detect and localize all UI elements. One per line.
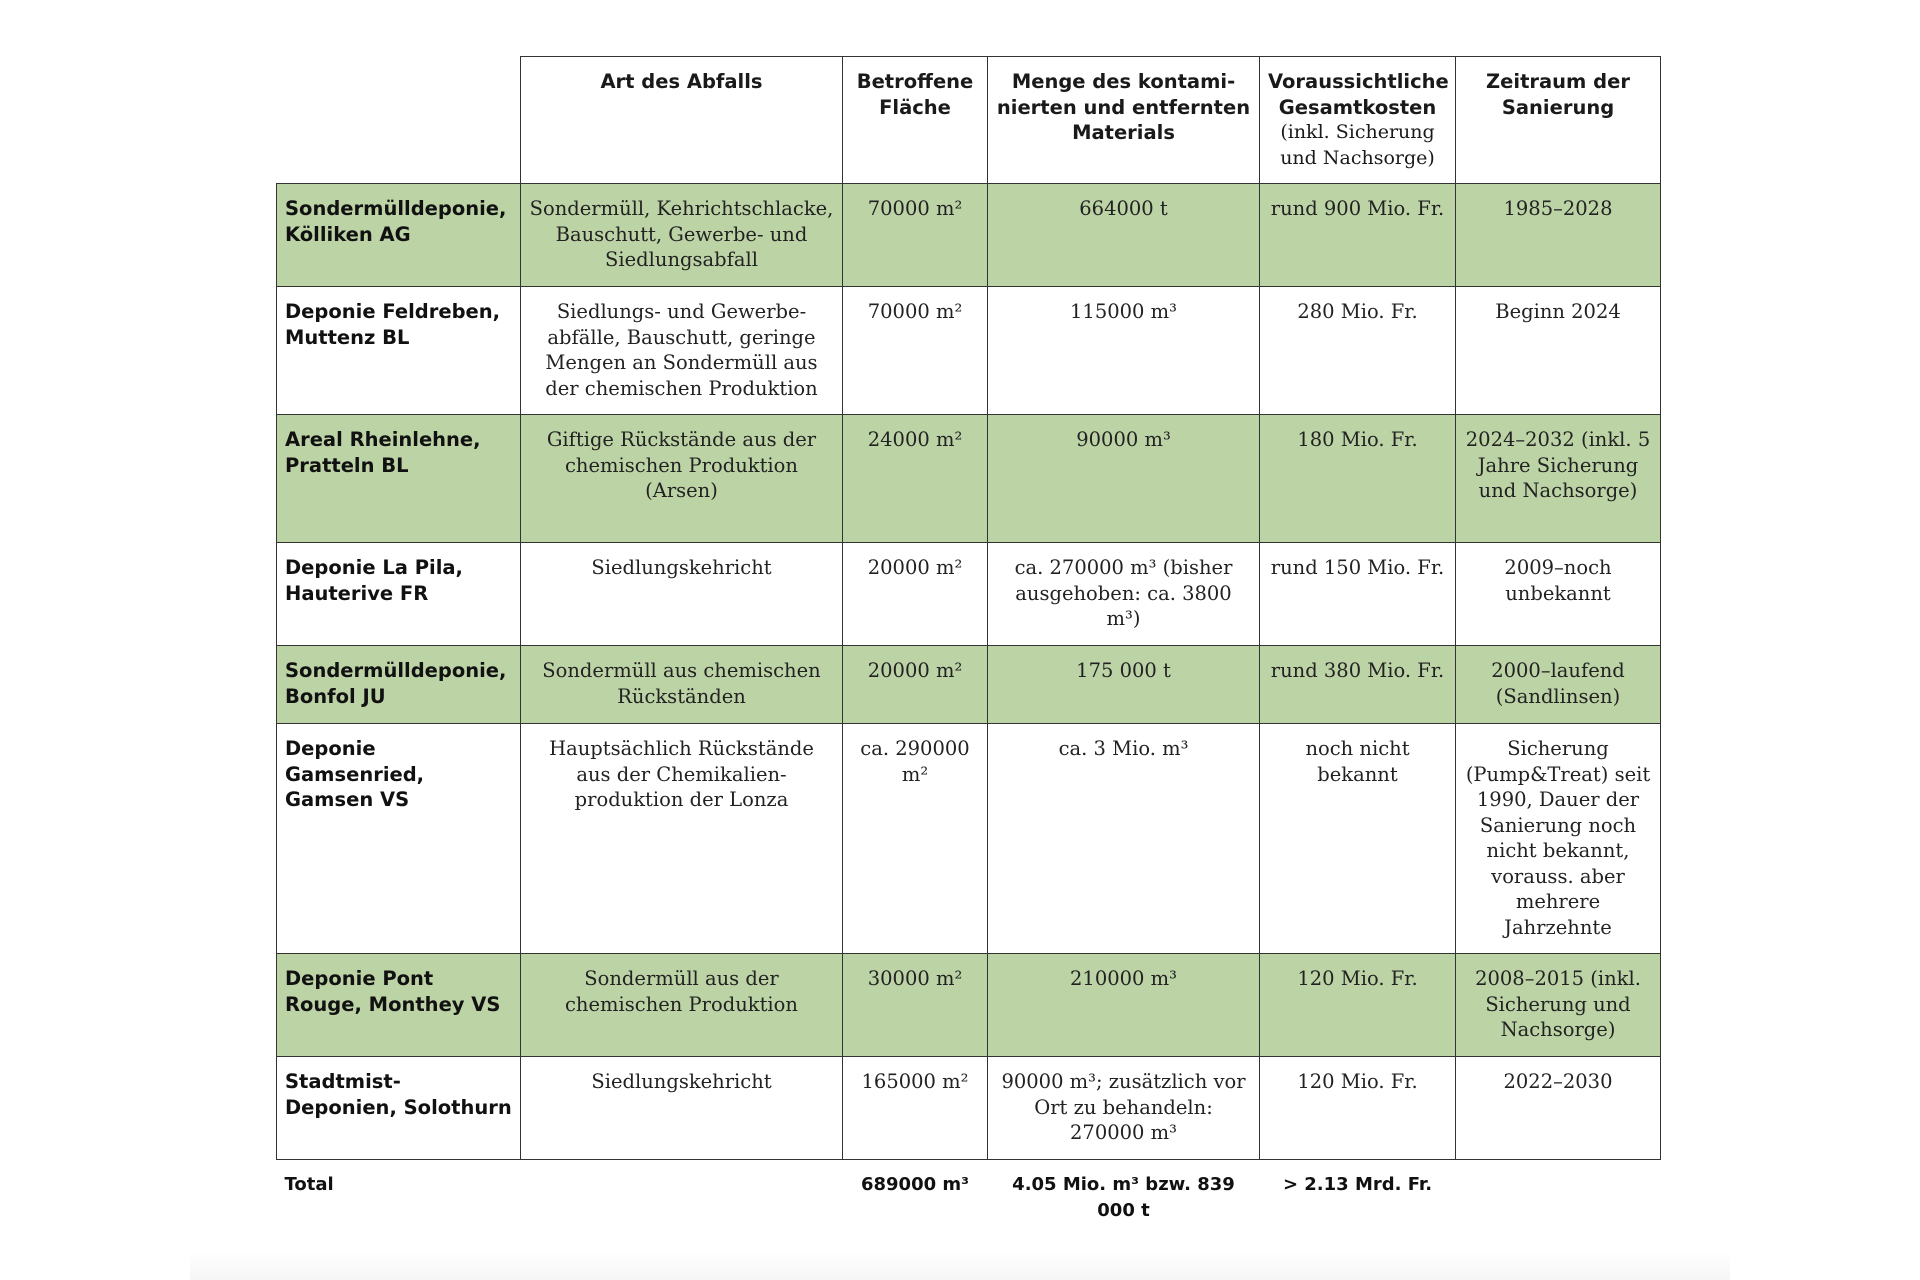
waste-type: Siedlungskehricht [521, 543, 843, 646]
total-cost: noch nicht bekannt [1260, 724, 1456, 954]
affected-area: 70000 m² [843, 184, 988, 287]
header-zeitraum: Zeitraum der Sanierung [1456, 57, 1661, 184]
total-cost: 120 Mio. Fr. [1260, 1057, 1456, 1160]
waste-type: Siedlungs- und Gewerbe-abfälle, Bauschutt, geringe Mengen an Sondermüll aus der chemischen Produktion [521, 287, 843, 415]
material-amount: 210000 m³ [988, 954, 1260, 1057]
table-row [277, 543, 1661, 646]
site-name: Areal Rheinlehne, Pratteln BL [277, 415, 521, 543]
table-row [277, 646, 1661, 724]
time-period: 2024–2032 (inkl. 5 Jahre Sicherung und Nachsorge) [1456, 415, 1661, 543]
affected-area: 24000 m² [843, 415, 988, 543]
total-empty-2 [1456, 1160, 1661, 1224]
remediation-table [276, 56, 1661, 1223]
header-kosten [1260, 57, 1456, 184]
total-cost: 280 Mio. Fr. [1260, 287, 1456, 415]
table-row [277, 1057, 1661, 1160]
affected-area: 70000 m² [843, 287, 988, 415]
affected-area: 165000 m² [843, 1057, 988, 1160]
material-amount: 90000 m³ [988, 415, 1260, 543]
table-row [277, 287, 1661, 415]
material-amount: 175 000 t [988, 646, 1260, 724]
time-period: 1985–2028 [1456, 184, 1661, 287]
waste-type: Siedlungskehricht [521, 1057, 843, 1160]
site-name: Deponie Gamsenried, Gamsen VS [277, 724, 521, 954]
header-menge: Menge des kontami-nierten und entfernten Materials [988, 57, 1260, 184]
header-row [277, 57, 1661, 184]
affected-area: 30000 m² [843, 954, 988, 1057]
site-name: Sondermülldeponie, Kölliken AG [277, 184, 521, 287]
time-period: 2008–2015 (inkl. Sicherung und Nachsorge) [1456, 954, 1661, 1057]
site-name: Deponie Pont Rouge, Monthey VS [277, 954, 521, 1057]
total-area: 689000 m³ [860, 1174, 970, 1195]
total-cost: rund 380 Mio. Fr. [1260, 646, 1456, 724]
waste-type: Sondermüll, Kehrichtschlacke, Bauschutt, Gewerbe- und Siedlungsabfall [521, 184, 843, 287]
total-row [277, 1160, 1661, 1224]
header-art: Art des Abfalls [521, 57, 843, 184]
time-period: 2022–2030 [1456, 1057, 1661, 1160]
time-period: Sicherung (Pump&Treat) seit 1990, Dauer der Sanierung noch nicht bekannt, vorauss. aber mehrere Jahrzehnte [1456, 724, 1661, 954]
table-row [277, 184, 1661, 287]
total-label: Total [284, 1174, 334, 1195]
affected-area: ca. 290000 m² [843, 724, 988, 954]
total-cost: 120 Mio. Fr. [1260, 954, 1456, 1057]
total-cost: rund 900 Mio. Fr. [1260, 184, 1456, 287]
total-empty [521, 1160, 843, 1224]
table-row [277, 954, 1661, 1057]
site-name: Deponie Feldreben, Muttenz BL [277, 287, 521, 415]
material-amount: 664000 t [988, 184, 1260, 287]
header-flaeche: Betroffene Fläche [843, 57, 988, 184]
material-amount: ca. 270000 m³ (bisher ausgehoben: ca. 3800 m³) [988, 543, 1260, 646]
table-row [277, 724, 1661, 954]
affected-area: 20000 m² [843, 543, 988, 646]
waste-type: Sondermüll aus chemischen Rückständen [521, 646, 843, 724]
total-amount: 4.05 Mio. m³ bzw. 839 000 t [1012, 1174, 1235, 1221]
affected-area: 20000 m² [843, 646, 988, 724]
total-cost: 180 Mio. Fr. [1260, 415, 1456, 543]
waste-type: Hauptsächlich Rückstände aus der Chemikalien-produktion der Lonza [521, 724, 843, 954]
total-cost: rund 150 Mio. Fr. [1260, 543, 1456, 646]
material-amount: ca. 3 Mio. m³ [988, 724, 1260, 954]
header-kosten-note: (inkl. Sicherung und Nachsorge) [1280, 121, 1435, 169]
header-kosten-title: Voraussichtliche Gesamtkosten [1268, 70, 1449, 119]
site-name: Sondermülldeponie, Bonfol JU [277, 646, 521, 724]
material-amount: 115000 m³ [988, 287, 1260, 415]
material-amount: 90000 m³; zusätzlich vor Ort zu behandeln: 270000 m³ [988, 1057, 1260, 1160]
waste-type: Sondermüll aus der chemischen Produktion [521, 954, 843, 1057]
bottom-shade [190, 1252, 1730, 1280]
table-row [277, 415, 1661, 543]
waste-type: Giftige Rückstände aus der chemischen Produktion (Arsen) [521, 415, 843, 543]
total-cost: > 2.13 Mrd. Fr. [1282, 1174, 1433, 1195]
site-name: Deponie La Pila, Hauterive FR [277, 543, 521, 646]
time-period: 2000–laufend (Sandlinsen) [1456, 646, 1661, 724]
site-name: Stadtmist-Deponien, Solothurn [277, 1057, 521, 1160]
time-period: Beginn 2024 [1456, 287, 1661, 415]
header-corner [277, 57, 521, 184]
time-period: 2009–noch unbekannt [1456, 543, 1661, 646]
